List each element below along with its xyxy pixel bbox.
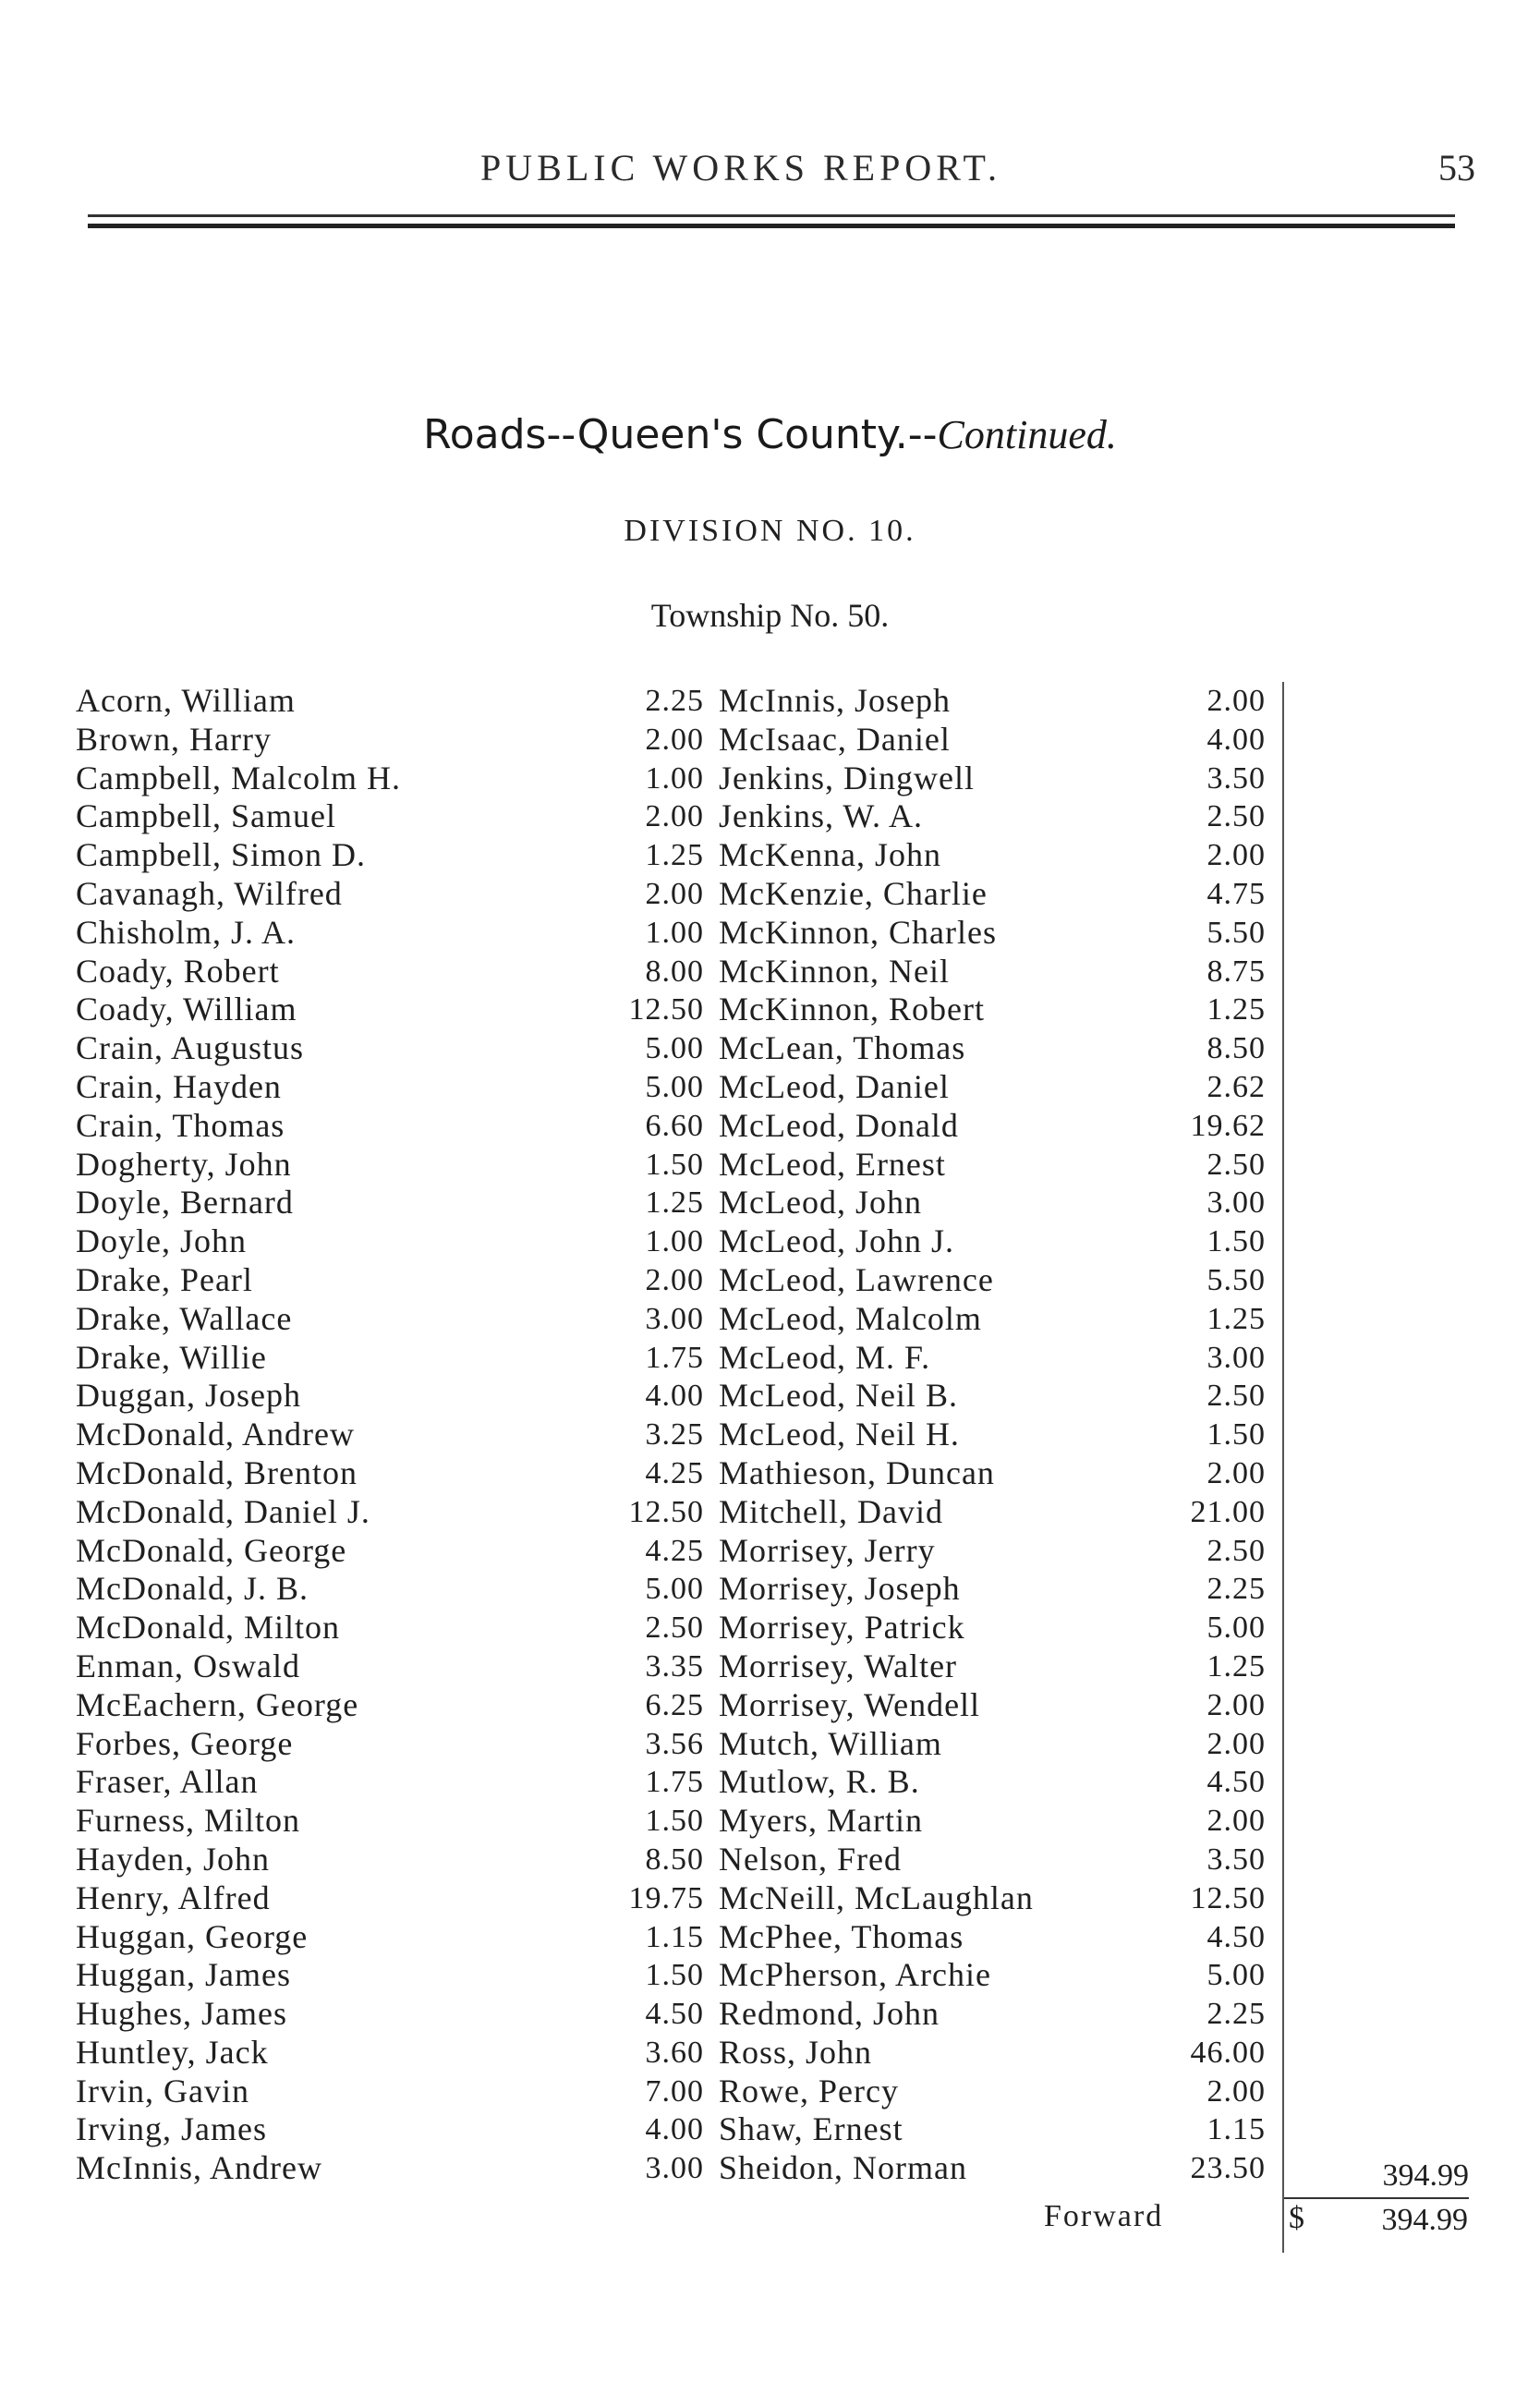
entry-amount: 1.25	[1207, 1301, 1266, 1336]
header-rule-thick	[88, 224, 1455, 228]
entry-name: Nelson, Fred	[719, 1840, 902, 1878]
entry-name: McLeod, Lawrence	[719, 1260, 994, 1298]
entry-name: Drake, Wallace	[76, 1299, 293, 1337]
entry-amount: 1.50	[645, 1147, 704, 1182]
entry-name: Drake, Willie	[76, 1338, 267, 1376]
entry-name: Jenkins, W. A.	[719, 797, 924, 835]
entry-amount: 21.00	[1190, 1494, 1266, 1529]
forward-label: Forward	[1044, 2199, 1164, 2233]
entry-amount: 1.15	[1207, 2112, 1266, 2147]
entry-name: McDonald, Andrew	[76, 1416, 355, 1453]
entry-name: Campbell, Samuel	[76, 797, 336, 835]
section-title-continued: Continued.	[937, 412, 1117, 457]
entry-amount: 1.00	[645, 915, 704, 950]
subtotal-rule	[1284, 2197, 1469, 2199]
entry-name: Campbell, Malcolm H.	[76, 759, 401, 796]
running-title: PUBLIC WORKS REPORT.	[480, 147, 1001, 188]
entry-amount: 2.50	[1207, 1379, 1266, 1414]
entry-name: McLeod, John J.	[719, 1222, 954, 1260]
entry-amount: 2.00	[1207, 1726, 1266, 1761]
entry-amount: 2.00	[1207, 1804, 1266, 1839]
entry-amount: 12.50	[628, 992, 704, 1027]
entry-amount: 1.25	[645, 1185, 704, 1221]
entry-name: Morrisey, Walter	[719, 1647, 958, 1684]
entry-name: McDonald, J. B.	[76, 1570, 309, 1608]
entry-name: Morrisey, Jerry	[719, 1531, 936, 1569]
entry-name: Redmond, John	[719, 1995, 940, 2033]
entry-name: McNeill, McLaughlan	[719, 1878, 1034, 1916]
entry-amount: 1.25	[1207, 1648, 1266, 1684]
entry-name: Sheidon, Norman	[719, 2149, 967, 2187]
entry-amount: 4.00	[645, 2112, 704, 2147]
entry-amount: 1.50	[645, 1804, 704, 1839]
page-number: 53	[1438, 147, 1475, 188]
entry-name: McLeod, Ernest	[719, 1145, 946, 1183]
entry-name: Morrisey, Patrick	[719, 1609, 965, 1647]
entry-amount: 5.50	[1207, 1262, 1266, 1297]
entry-name: Shaw, Ernest	[719, 2110, 903, 2148]
entry-amount: 2.62	[1207, 1069, 1266, 1104]
entry-name: Crain, Thomas	[76, 1106, 285, 1144]
township-heading: Township No. 50.	[650, 597, 890, 634]
entry-name: McEachern, George	[76, 1685, 359, 1723]
entry-amount: 1.75	[645, 1340, 704, 1375]
entry-name: McLean, Thomas	[719, 1029, 966, 1067]
entry-name: McDonald, George	[76, 1531, 347, 1569]
entry-name: McLeod, M. F.	[719, 1338, 931, 1376]
entry-name: Campbell, Simon D.	[76, 836, 366, 874]
entry-name: Morrisey, Wendell	[719, 1685, 981, 1723]
entry-amount: 3.50	[1207, 760, 1266, 796]
entry-amount: 3.00	[645, 1301, 704, 1336]
entry-amount: 1.50	[1207, 1224, 1266, 1259]
entry-amount: 2.25	[1207, 1997, 1266, 2032]
entry-name: Hughes, James	[76, 1995, 287, 2033]
entry-amount: 5.00	[645, 1572, 704, 1607]
entry-name: Henry, Alfred	[76, 1878, 271, 1916]
entry-name: McLeod, Neil H.	[719, 1416, 960, 1453]
entry-name: Drake, Pearl	[76, 1260, 253, 1298]
entry-amount: 3.25	[645, 1417, 704, 1453]
entry-name: McDonald, Milton	[76, 1609, 340, 1647]
entry-amount: 3.00	[1207, 1185, 1266, 1221]
entry-amount: 2.00	[1207, 1455, 1266, 1490]
entry-name: Furness, Milton	[76, 1802, 301, 1840]
entry-amount: 1.75	[645, 1765, 704, 1800]
entry-amount: 2.25	[1207, 1572, 1266, 1607]
entry-amount: 2.00	[645, 1262, 704, 1297]
entry-amount: 1.00	[645, 1224, 704, 1259]
entry-amount: 4.50	[1207, 1765, 1266, 1800]
entry-name: McIsaac, Daniel	[719, 720, 951, 758]
entry-name: Rowe, Percy	[719, 2072, 899, 2109]
entry-name: Huntley, Jack	[76, 2033, 269, 2071]
entry-name: Duggan, Joseph	[76, 1377, 301, 1415]
entry-amount: 2.00	[645, 722, 704, 757]
entry-name: McLeod, Daniel	[719, 1067, 950, 1105]
entry-amount: 1.15	[645, 1919, 704, 1954]
entry-name: Crain, Hayden	[76, 1067, 282, 1105]
entry-amount: 12.50	[1190, 1880, 1266, 1915]
entry-name: McKenna, John	[719, 836, 941, 874]
entry-amount: 3.56	[645, 1726, 704, 1761]
entry-amount: 5.50	[1207, 915, 1266, 950]
entry-amount: 1.25	[1207, 992, 1266, 1027]
entry-name: Jenkins, Dingwell	[719, 759, 975, 796]
entry-name: McInnis, Joseph	[719, 682, 951, 719]
entry-name: Mutlow, R. B.	[719, 1763, 920, 1801]
entry-amount: 1.50	[1207, 1417, 1266, 1453]
entry-amount: 1.25	[645, 838, 704, 873]
division-heading: DIVISION NO. 10.	[624, 514, 916, 548]
entry-amount: 3.00	[645, 2151, 704, 2186]
entry-name: Enman, Oswald	[76, 1647, 300, 1684]
forward-total: 394.99	[1381, 2203, 1468, 2237]
header-rule-thin	[88, 214, 1455, 217]
entry-name: Ross, John	[719, 2033, 873, 2071]
entry-name: Doyle, John	[76, 1222, 247, 1260]
entry-amount: 23.50	[1190, 2151, 1266, 2186]
entry-amount: 3.50	[1207, 1842, 1266, 1877]
entry-amount: 8.75	[1207, 954, 1266, 989]
entry-name: Irvin, Gavin	[76, 2072, 249, 2109]
entry-amount: 19.62	[1190, 1108, 1266, 1143]
entry-amount: 3.35	[645, 1648, 704, 1684]
entry-amount: 2.00	[1207, 1687, 1266, 1722]
entry-name: McPherson, Archie	[719, 1956, 991, 1994]
entry-amount: 4.50	[1207, 1919, 1266, 1954]
entry-amount: 46.00	[1190, 2035, 1266, 2070]
entry-amount: 2.50	[1207, 1147, 1266, 1182]
entry-name: Dogherty, John	[76, 1145, 292, 1183]
entry-amount: 3.00	[1207, 1340, 1266, 1375]
entry-amount: 8.00	[645, 954, 704, 989]
entry-amount: 2.50	[1207, 799, 1266, 834]
entry-amount: 5.00	[645, 1069, 704, 1104]
entry-amount: 5.00	[1207, 1611, 1266, 1646]
entry-name: Myers, Martin	[719, 1802, 923, 1840]
entry-name: McLeod, Donald	[719, 1106, 959, 1144]
section-title	[0, 411, 1540, 458]
entry-name: McDonald, Daniel J.	[76, 1492, 370, 1530]
entry-name: Chisholm, J. A.	[76, 913, 297, 951]
entry-name: McKinnon, Robert	[719, 991, 985, 1028]
entry-amount: 4.50	[645, 1997, 704, 2032]
entry-name: McInnis, Andrew	[76, 2149, 322, 2187]
entry-name: Acorn, William	[76, 682, 296, 719]
entry-name: Irving, James	[76, 2110, 267, 2148]
entry-amount: 2.50	[1207, 1533, 1266, 1568]
entry-amount: 2.00	[645, 876, 704, 911]
entry-name: Huggan, James	[76, 1956, 291, 1994]
amount-column-rule	[1282, 682, 1284, 2253]
subtotal-amount: 394.99	[1382, 2158, 1469, 2193]
entry-amount: 3.60	[645, 2035, 704, 2070]
entry-name: McKinnon, Neil	[719, 952, 950, 990]
entry-amount: 2.00	[1207, 2073, 1266, 2109]
entry-amount: 4.25	[645, 1533, 704, 1568]
entry-name: McLeod, Malcolm	[719, 1299, 982, 1337]
entry-amount: 2.25	[645, 684, 704, 718]
entry-name: McKinnon, Charles	[719, 913, 997, 951]
entry-amount: 19.75	[628, 1880, 704, 1915]
entry-name: McPhee, Thomas	[719, 1917, 964, 1955]
running-header	[0, 146, 1540, 188]
entry-name: Morrisey, Joseph	[719, 1570, 961, 1608]
entry-amount: 4.25	[645, 1455, 704, 1490]
entry-amount: 12.50	[628, 1494, 704, 1529]
entry-amount: 2.00	[645, 799, 704, 834]
entry-amount: 2.00	[1207, 684, 1266, 718]
entry-amount: 6.25	[645, 1687, 704, 1722]
entry-name: Hayden, John	[76, 1840, 270, 1878]
entry-name: Coady, William	[76, 991, 297, 1028]
entry-name: Cavanagh, Wilfred	[76, 874, 343, 912]
entry-amount: 8.50	[1207, 1031, 1266, 1066]
entry-amount: 6.60	[645, 1108, 704, 1143]
entry-name: McLeod, John	[719, 1184, 922, 1222]
entry-amount: 5.00	[1207, 1958, 1266, 1993]
entry-name: Fraser, Allan	[76, 1763, 259, 1801]
entry-amount: 2.50	[645, 1611, 704, 1646]
entry-name: Forbes, George	[76, 1724, 294, 1762]
entry-name: Mutch, William	[719, 1724, 942, 1762]
entry-name: McLeod, Neil B.	[719, 1377, 958, 1415]
entry-amount: 4.00	[1207, 722, 1266, 757]
entry-name: McDonald, Brenton	[76, 1453, 358, 1491]
entry-amount: 7.00	[645, 2073, 704, 2109]
entry-amount: 2.00	[1207, 838, 1266, 873]
entry-amount: 4.75	[1207, 876, 1266, 911]
entry-name: Mathieson, Duncan	[719, 1453, 995, 1491]
entry-name: Coady, Robert	[76, 952, 280, 990]
entry-amount: 5.00	[645, 1031, 704, 1066]
entry-name: McKenzie, Charlie	[719, 874, 988, 912]
currency-sign: $	[1289, 2201, 1304, 2235]
entry-name: Brown, Harry	[76, 720, 272, 758]
entry-amount: 1.00	[645, 760, 704, 796]
entry-amount: 1.50	[645, 1958, 704, 1993]
section-title-main: Roads--Queen's County.--	[423, 411, 938, 458]
entry-amount: 4.00	[645, 1379, 704, 1414]
entry-amount: 8.50	[645, 1842, 704, 1877]
entry-name: Mitchell, David	[719, 1492, 943, 1530]
entry-name: Huggan, George	[76, 1917, 309, 1955]
entry-name: Doyle, Bernard	[76, 1184, 294, 1222]
entry-name: Crain, Augustus	[76, 1029, 305, 1067]
